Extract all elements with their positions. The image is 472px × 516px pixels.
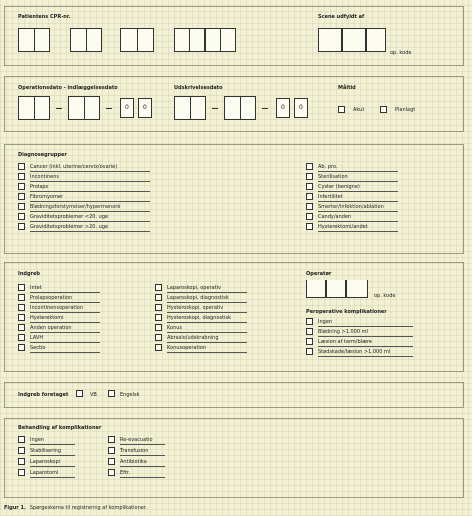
signature-label: Scene udfyldt af xyxy=(318,14,365,20)
option-checkbox[interactable] xyxy=(306,318,313,325)
option-underline xyxy=(30,302,100,303)
zero-digit: 0 xyxy=(125,104,129,111)
option-label: Prolapsoperation xyxy=(30,295,73,301)
option-checkbox[interactable] xyxy=(155,294,162,301)
operator-box-2[interactable] xyxy=(326,280,346,298)
zero-digit: 0 xyxy=(281,104,285,111)
option-checkbox[interactable] xyxy=(18,447,25,454)
option-checkbox[interactable] xyxy=(306,348,313,355)
option-underline xyxy=(30,466,75,467)
option-underline xyxy=(120,477,165,478)
diagnosis-title: Diagnosegrupper xyxy=(18,152,67,158)
option-label: Ingen xyxy=(318,319,333,325)
option-label: Sterilisation xyxy=(318,174,348,180)
option-checkbox[interactable] xyxy=(155,334,162,341)
option-underline xyxy=(30,455,75,456)
op-date-month-b[interactable] xyxy=(84,96,100,120)
complications-title: Behandling af komplikationer xyxy=(18,425,102,431)
dash xyxy=(56,108,62,109)
option-underline xyxy=(120,455,165,456)
caption-figure-number: Figur 1. xyxy=(4,505,26,511)
option-checkbox[interactable] xyxy=(18,436,25,443)
option-label: Anden operation xyxy=(30,325,72,331)
zero-digit: 0 xyxy=(143,104,147,111)
option-checkbox[interactable] xyxy=(18,213,25,220)
planned-checkbox[interactable] xyxy=(380,106,387,113)
option-underline xyxy=(30,477,75,478)
option-label: Abrasio/udskrabning xyxy=(167,335,219,341)
acute-label: Akut xyxy=(353,107,365,113)
option-checkbox[interactable] xyxy=(18,193,25,200)
option-label: Blødningsforstyrrelser/hypermenoré xyxy=(30,204,121,210)
option-checkbox[interactable] xyxy=(306,163,313,170)
option-label: Cyster (benigne) xyxy=(318,184,360,190)
option-label: Ab. pro. xyxy=(318,164,338,170)
option-label: Hysteroskopi, operativ xyxy=(167,305,224,311)
option-checkbox[interactable] xyxy=(155,344,162,351)
option-underline xyxy=(167,332,247,333)
option-label: Incontinensoperation xyxy=(30,305,83,311)
dash xyxy=(106,108,112,109)
option-checkbox[interactable] xyxy=(306,203,313,210)
option-checkbox[interactable] xyxy=(18,469,25,476)
option-underline xyxy=(318,201,398,202)
operation-date-label: Operationsdato - indlæggelsesdato xyxy=(18,85,118,91)
option-underline xyxy=(318,356,413,357)
option-label: Intet xyxy=(30,285,42,291)
option-checkbox[interactable] xyxy=(306,173,313,180)
option-label: Re-evacuatio xyxy=(120,437,153,443)
option-checkbox[interactable] xyxy=(18,183,25,190)
option-checkbox[interactable] xyxy=(18,223,25,230)
caption-text: Spørgeskema til registrering af komplikationer. xyxy=(29,505,148,511)
option-checkbox[interactable] xyxy=(155,314,162,321)
signature-box-3[interactable] xyxy=(366,28,386,52)
option-underline xyxy=(318,191,398,192)
option-underline xyxy=(318,231,398,232)
option-checkbox[interactable] xyxy=(18,324,25,331)
option-label: Transfusion xyxy=(120,448,149,454)
periop-title: Peroperative komplikationer xyxy=(306,309,387,315)
option-label: Laparoskopi, operativ xyxy=(167,285,221,291)
dis-date-day-b[interactable] xyxy=(190,96,206,120)
option-underline xyxy=(30,201,150,202)
option-underline xyxy=(167,342,247,343)
option-underline xyxy=(318,326,413,327)
option-label: Hysterektomi/andet xyxy=(318,224,368,230)
cpr-box-1b[interactable] xyxy=(34,28,50,52)
option-underline xyxy=(30,171,150,172)
option-checkbox[interactable] xyxy=(18,314,25,321)
option-checkbox[interactable] xyxy=(306,338,313,345)
option-underline xyxy=(167,322,247,323)
operator-box-3[interactable] xyxy=(346,280,368,298)
option-underline xyxy=(30,332,100,333)
option-label: Eftr. xyxy=(120,470,130,476)
diagnosis-section xyxy=(4,144,464,254)
option-underline xyxy=(30,231,150,232)
option-label: Incontinens xyxy=(30,174,59,180)
option-label: Laparotomi xyxy=(30,470,59,476)
operator-label: Operatør xyxy=(306,271,332,277)
option-label: Cancer (inkl. uterine/cervix/ovarie) xyxy=(30,164,118,170)
option-label: Fibromyomer xyxy=(30,194,63,200)
dash xyxy=(262,108,268,109)
option-label: Sectio xyxy=(30,345,46,351)
engelsk-checkbox[interactable] xyxy=(108,390,115,397)
dash xyxy=(212,108,218,109)
option-underline xyxy=(167,292,247,293)
option-checkbox[interactable] xyxy=(18,304,25,311)
option-label: Antibiotika xyxy=(120,459,147,465)
option-underline xyxy=(318,181,398,182)
option-checkbox[interactable] xyxy=(306,213,313,220)
option-checkbox[interactable] xyxy=(18,163,25,170)
cpr-label: Patientens CPR-nr. xyxy=(18,14,71,20)
option-checkbox[interactable] xyxy=(306,193,313,200)
vb-checkbox[interactable] xyxy=(76,390,83,397)
option-label: LAVH xyxy=(30,335,44,341)
option-underline xyxy=(167,302,247,303)
option-checkbox[interactable] xyxy=(306,328,313,335)
priority-label: Måltid xyxy=(338,85,356,91)
urgency-label: Indgreb foretaget xyxy=(18,392,69,398)
option-underline xyxy=(30,221,150,222)
option-checkbox[interactable] xyxy=(18,344,25,351)
option-label: Laparoskopi xyxy=(30,459,61,465)
cpr-box-4c[interactable] xyxy=(205,28,221,52)
option-underline xyxy=(30,181,150,182)
engelsk-label: Engelsk xyxy=(120,392,140,398)
option-checkbox[interactable] xyxy=(18,294,25,301)
cpr-box-2b[interactable] xyxy=(86,28,102,52)
option-label: Ingen xyxy=(30,437,45,443)
option-label: Laparoskopi, diagnostisk xyxy=(167,295,229,301)
option-underline xyxy=(30,191,150,192)
op-date-day-b[interactable] xyxy=(34,96,50,120)
vb-label: VB xyxy=(90,392,97,398)
option-underline xyxy=(120,466,165,467)
option-underline xyxy=(30,444,75,445)
option-label: Graviditetsproblemer >20. uge xyxy=(30,224,109,230)
operator-box-1[interactable] xyxy=(306,280,326,298)
procedure-title: Indgreb xyxy=(18,271,41,277)
option-label: Læsion af tarm/blære xyxy=(318,339,372,345)
option-underline xyxy=(30,312,100,313)
option-label: Stødskade/læsion >1.000 ml xyxy=(318,349,391,355)
signature-box-2[interactable] xyxy=(342,28,366,52)
option-checkbox[interactable] xyxy=(155,284,162,291)
option-checkbox[interactable] xyxy=(18,458,25,465)
option-label: Infertilitet xyxy=(318,194,343,200)
option-label: Candy/anden xyxy=(318,214,352,220)
option-underline xyxy=(120,444,165,445)
option-label: Graviditetsproblemer <20. uge xyxy=(30,214,109,220)
option-underline xyxy=(167,352,247,353)
option-checkbox[interactable] xyxy=(306,183,313,190)
dis-date-month-b[interactable] xyxy=(240,96,256,120)
option-underline xyxy=(318,346,413,347)
urgency-section xyxy=(4,382,464,408)
option-underline xyxy=(30,342,100,343)
option-label: Hysteroskopi, diagnostisk xyxy=(167,315,231,321)
option-underline xyxy=(30,292,100,293)
option-label: Blødning >1.000 ml xyxy=(318,329,368,335)
acute-checkbox[interactable] xyxy=(338,106,345,113)
cpr-box-4b[interactable] xyxy=(189,28,205,52)
option-underline xyxy=(30,352,100,353)
option-label: Smerter/infektion/ablation xyxy=(318,204,384,210)
option-underline xyxy=(318,336,413,337)
option-checkbox[interactable] xyxy=(108,447,115,454)
option-checkbox[interactable] xyxy=(108,469,115,476)
option-checkbox[interactable] xyxy=(155,324,162,331)
operator-suffix: op. kode xyxy=(374,293,396,299)
signature-suffix: op. kode xyxy=(390,50,412,56)
option-checkbox[interactable] xyxy=(18,334,25,341)
option-underline xyxy=(318,211,398,212)
option-label: Konusoperation xyxy=(167,345,207,351)
option-checkbox[interactable] xyxy=(18,284,25,291)
option-underline xyxy=(318,221,398,222)
option-underline xyxy=(30,322,100,323)
zero-digit: 0 xyxy=(299,104,303,111)
option-label: Stabilisering xyxy=(30,448,62,454)
option-checkbox[interactable] xyxy=(18,203,25,210)
option-label: Prolaps xyxy=(30,184,49,190)
option-underline xyxy=(167,312,247,313)
option-underline xyxy=(318,171,398,172)
option-checkbox[interactable] xyxy=(306,223,313,230)
discharge-date-label: Udskrivelsesdato xyxy=(174,85,223,91)
figure-caption xyxy=(4,505,147,511)
signature-box-1[interactable] xyxy=(318,28,342,52)
cpr-box-3b[interactable] xyxy=(137,28,154,52)
option-checkbox[interactable] xyxy=(155,304,162,311)
planned-label: Planlagt xyxy=(395,107,416,113)
option-checkbox[interactable] xyxy=(108,436,115,443)
option-label: Hysterektomi xyxy=(30,315,64,321)
option-checkbox[interactable] xyxy=(108,458,115,465)
option-label: Konus xyxy=(167,325,183,331)
option-underline xyxy=(30,211,150,212)
option-checkbox[interactable] xyxy=(18,173,25,180)
